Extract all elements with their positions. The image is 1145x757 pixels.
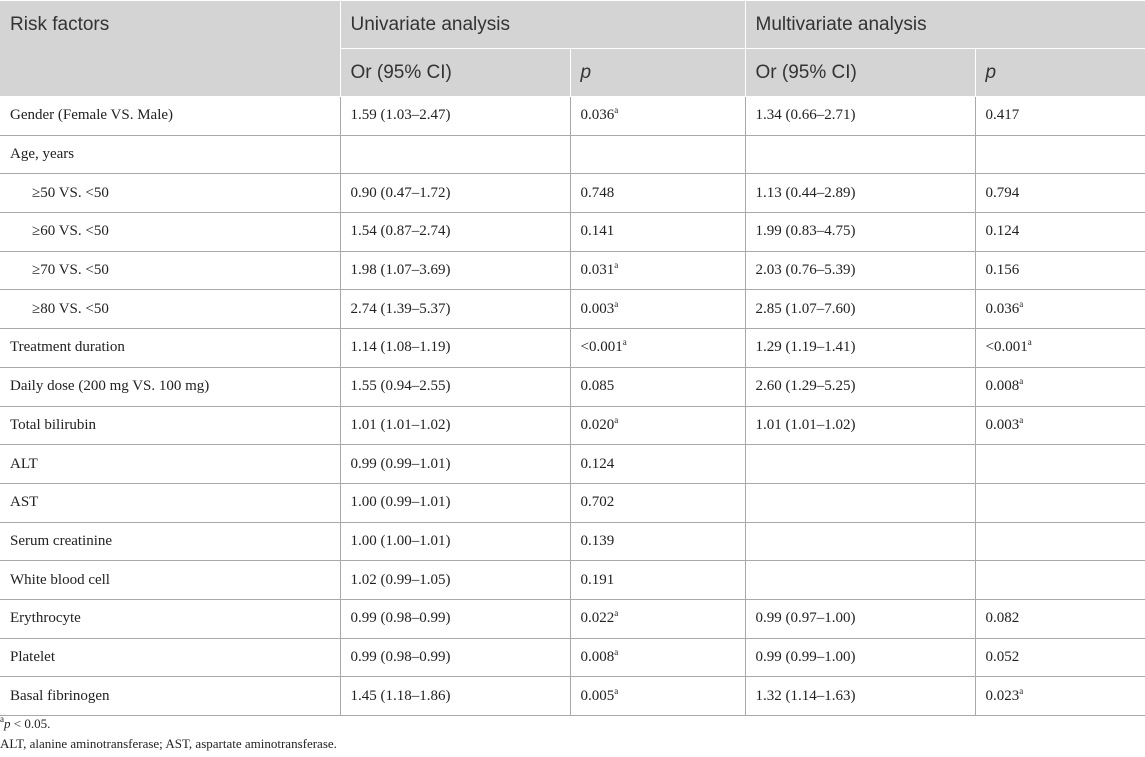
multi-p-cell-text: 0.082 bbox=[985, 610, 1020, 627]
uni-p-cell-text: 0.085 bbox=[580, 378, 615, 395]
risk-factor-cell-text: ≥50 VS. <50 bbox=[32, 184, 109, 201]
uni-or-cell-text: 1.59 (1.03–2.47) bbox=[350, 107, 451, 124]
risk-factor-cell bbox=[0, 445, 340, 484]
significance-mark: a bbox=[614, 608, 619, 619]
uni-p-cell-text: 0.022 bbox=[580, 610, 615, 627]
risk-factor-cell-text: Age, years bbox=[10, 146, 75, 163]
risk-factor-cell-text: ≥70 VS. <50 bbox=[32, 262, 109, 279]
uni-p-cell bbox=[570, 97, 745, 136]
table-row bbox=[0, 251, 1145, 290]
uni-p-cell bbox=[570, 290, 745, 329]
multi-or-cell bbox=[745, 599, 975, 638]
uni-p-cell bbox=[570, 561, 745, 600]
uni-or-cell bbox=[340, 561, 570, 600]
risk-factor-cell bbox=[0, 677, 340, 716]
multi-or-cell-text: 1.32 (1.14–1.63) bbox=[755, 687, 856, 704]
uni-p-cell-text: 0.020 bbox=[580, 416, 615, 433]
multi-p-cell-text: 0.156 bbox=[985, 262, 1020, 279]
uni-or-cell bbox=[340, 367, 570, 406]
significance-mark: a bbox=[1019, 685, 1024, 696]
multi-or-cell-text: 1.01 (1.01–1.02) bbox=[755, 416, 856, 433]
risk-factor-cell-text: ≥60 VS. <50 bbox=[32, 223, 109, 240]
header-multivariate: Multivariate analysis bbox=[745, 1, 1145, 49]
risk-factor-cell bbox=[0, 329, 340, 368]
uni-or-cell-text: 1.98 (1.07–3.69) bbox=[350, 262, 451, 279]
uni-or-cell-text: 1.00 (0.99–1.01) bbox=[350, 494, 451, 511]
multi-p-cell bbox=[975, 329, 1145, 368]
uni-p-cell-text: 0.031 bbox=[580, 262, 615, 279]
risk-factor-cell-text: Basal fibrinogen bbox=[10, 687, 110, 704]
table-row bbox=[0, 522, 1145, 561]
risk-factor-cell-text: Daily dose (200 mg VS. 100 mg) bbox=[10, 378, 210, 395]
multi-or-cell-text: 1.29 (1.19–1.41) bbox=[755, 339, 856, 356]
footnote-p: p bbox=[4, 716, 11, 731]
multi-p-cell-text: 0.417 bbox=[985, 107, 1020, 124]
table-row bbox=[0, 677, 1145, 716]
uni-or-cell bbox=[340, 290, 570, 329]
risk-factor-cell bbox=[0, 213, 340, 252]
risk-factor-cell bbox=[0, 561, 340, 600]
uni-p-cell bbox=[570, 406, 745, 445]
uni-or-cell bbox=[340, 677, 570, 716]
uni-p-cell bbox=[570, 213, 745, 252]
risk-factor-cell-text: ≥80 VS. <50 bbox=[32, 300, 109, 317]
multi-or-cell-text: 1.13 (0.44–2.89) bbox=[755, 184, 856, 201]
multi-p-cell bbox=[975, 135, 1145, 174]
footnote-sig-mark: a bbox=[0, 714, 4, 724]
uni-p-cell-text: <0.001 bbox=[580, 339, 623, 356]
uni-p-cell bbox=[570, 367, 745, 406]
risk-factor-cell-text: Treatment duration bbox=[10, 339, 125, 356]
multi-p-cell bbox=[975, 213, 1145, 252]
significance-mark: a bbox=[1019, 376, 1024, 387]
footnote-significance bbox=[0, 714, 337, 734]
table-row bbox=[0, 290, 1145, 329]
uni-p-cell-text: 0.141 bbox=[580, 223, 615, 240]
table-row bbox=[0, 561, 1145, 600]
multi-p-cell bbox=[975, 174, 1145, 213]
multi-or-cell bbox=[745, 638, 975, 677]
uni-or-cell bbox=[340, 97, 570, 136]
significance-mark: a bbox=[614, 298, 619, 309]
multi-or-cell-text: 2.85 (1.07–7.60) bbox=[755, 300, 856, 317]
uni-or-cell bbox=[340, 522, 570, 561]
uni-p-cell bbox=[570, 483, 745, 522]
uni-or-cell bbox=[340, 483, 570, 522]
uni-p-cell-text: 0.139 bbox=[580, 532, 615, 549]
uni-p-cell bbox=[570, 445, 745, 484]
uni-or-cell bbox=[340, 445, 570, 484]
multi-or-cell bbox=[745, 251, 975, 290]
significance-mark: a bbox=[614, 105, 619, 116]
uni-or-cell-text: 0.90 (0.47–1.72) bbox=[350, 184, 451, 201]
header-risk-factors: Risk factors bbox=[0, 1, 340, 97]
uni-or-cell bbox=[340, 135, 570, 174]
multi-or-cell bbox=[745, 174, 975, 213]
uni-p-cell bbox=[570, 329, 745, 368]
multi-p-cell bbox=[975, 677, 1145, 716]
significance-mark: a bbox=[1019, 298, 1024, 309]
multi-or-cell bbox=[745, 290, 975, 329]
risk-factor-cell-text: Serum creatinine bbox=[10, 532, 113, 549]
table-row bbox=[0, 97, 1145, 136]
multi-p-cell bbox=[975, 445, 1145, 484]
risk-factor-cell bbox=[0, 251, 340, 290]
multi-or-cell-text: 0.99 (0.97–1.00) bbox=[755, 610, 856, 627]
multi-or-cell-text: 1.99 (0.83–4.75) bbox=[755, 223, 856, 240]
risk-factor-cell bbox=[0, 97, 340, 136]
multi-p-cell-text: 0.036 bbox=[985, 300, 1020, 317]
multi-or-cell bbox=[745, 213, 975, 252]
uni-or-cell bbox=[340, 638, 570, 677]
multi-p-cell bbox=[975, 251, 1145, 290]
risk-factor-cell-text: AST bbox=[10, 494, 39, 511]
multi-or-cell bbox=[745, 483, 975, 522]
uni-p-cell bbox=[570, 251, 745, 290]
risk-factor-cell bbox=[0, 638, 340, 677]
multi-p-cell bbox=[975, 561, 1145, 600]
table-row bbox=[0, 213, 1145, 252]
multi-p-cell bbox=[975, 522, 1145, 561]
uni-or-cell-text: 1.02 (0.99–1.05) bbox=[350, 571, 451, 588]
header-multi-or-ci: Or (95% CI) bbox=[745, 49, 975, 97]
uni-or-cell bbox=[340, 329, 570, 368]
multi-p-cell bbox=[975, 483, 1145, 522]
multi-p-cell-text: 0.052 bbox=[985, 648, 1020, 665]
uni-p-cell bbox=[570, 174, 745, 213]
multi-p-cell-text: 0.003 bbox=[985, 416, 1020, 433]
risk-factor-cell-text: Gender (Female VS. Male) bbox=[10, 107, 174, 124]
uni-p-cell-text: 0.191 bbox=[580, 571, 615, 588]
uni-or-cell-text: 1.00 (1.00–1.01) bbox=[350, 532, 451, 549]
risk-factor-cell-text: Platelet bbox=[10, 648, 55, 665]
table-row bbox=[0, 483, 1145, 522]
uni-or-cell-text: 0.99 (0.98–0.99) bbox=[350, 648, 451, 665]
risk-factor-cell-text: White blood cell bbox=[10, 571, 110, 588]
uni-or-cell-text: 2.74 (1.39–5.37) bbox=[350, 300, 451, 317]
multi-or-cell bbox=[745, 677, 975, 716]
significance-mark: a bbox=[614, 646, 619, 657]
uni-or-cell-text: 1.55 (0.94–2.55) bbox=[350, 378, 451, 395]
uni-or-cell bbox=[340, 174, 570, 213]
table-row bbox=[0, 445, 1145, 484]
multi-or-cell-text: 1.34 (0.66–2.71) bbox=[755, 107, 856, 124]
risk-factor-cell bbox=[0, 406, 340, 445]
multi-p-cell bbox=[975, 406, 1145, 445]
multi-p-cell bbox=[975, 599, 1145, 638]
risk-factor-cell-text: Total bilirubin bbox=[10, 416, 97, 433]
table-row bbox=[0, 599, 1145, 638]
header-uni-or-ci: Or (95% CI) bbox=[340, 49, 570, 97]
multi-or-cell bbox=[745, 561, 975, 600]
multi-or-cell bbox=[745, 329, 975, 368]
uni-or-cell bbox=[340, 406, 570, 445]
uni-p-cell-text: 0.748 bbox=[580, 184, 615, 201]
uni-or-cell-text: 1.54 (0.87–2.74) bbox=[350, 223, 451, 240]
uni-p-cell bbox=[570, 599, 745, 638]
multi-p-cell-text: <0.001 bbox=[985, 339, 1028, 356]
multi-or-cell bbox=[745, 406, 975, 445]
risk-factor-cell bbox=[0, 135, 340, 174]
table-row bbox=[0, 329, 1145, 368]
multi-p-cell-text: 0.124 bbox=[985, 223, 1020, 240]
multi-p-cell-text: 0.008 bbox=[985, 378, 1020, 395]
significance-mark: a bbox=[614, 260, 619, 271]
risk-factor-cell bbox=[0, 367, 340, 406]
multi-or-cell bbox=[745, 522, 975, 561]
uni-p-cell bbox=[570, 522, 745, 561]
uni-p-cell-text: 0.702 bbox=[580, 494, 615, 511]
risk-factor-cell bbox=[0, 290, 340, 329]
risk-factor-cell bbox=[0, 599, 340, 638]
uni-or-cell-text: 0.99 (0.99–1.01) bbox=[350, 455, 451, 472]
uni-or-cell-text: 0.99 (0.98–0.99) bbox=[350, 610, 451, 627]
multi-or-cell-text: 2.03 (0.76–5.39) bbox=[755, 262, 856, 279]
multi-or-cell bbox=[745, 135, 975, 174]
uni-p-cell-text: 0.036 bbox=[580, 107, 615, 124]
uni-or-cell bbox=[340, 213, 570, 252]
uni-or-cell-text: 1.14 (1.08–1.19) bbox=[350, 339, 451, 356]
multi-p-cell-text: 0.794 bbox=[985, 184, 1020, 201]
risk-factor-cell bbox=[0, 483, 340, 522]
risk-factor-cell bbox=[0, 522, 340, 561]
table-row bbox=[0, 174, 1145, 213]
uni-p-cell-text: 0.124 bbox=[580, 455, 615, 472]
risk-factor-cell-text: ALT bbox=[10, 455, 38, 472]
uni-p-cell-text: 0.003 bbox=[580, 300, 615, 317]
header-multi-p: p bbox=[975, 49, 1145, 97]
uni-or-cell bbox=[340, 599, 570, 638]
uni-p-cell-text: 0.005 bbox=[580, 687, 615, 704]
header-uni-p: p bbox=[570, 49, 745, 97]
table-row bbox=[0, 406, 1145, 445]
uni-p-cell bbox=[570, 135, 745, 174]
multi-p-cell bbox=[975, 638, 1145, 677]
uni-p-cell-text: 0.008 bbox=[580, 648, 615, 665]
footnote-threshold: < 0.05. bbox=[10, 716, 51, 731]
significance-mark: a bbox=[614, 414, 619, 425]
multi-p-cell bbox=[975, 290, 1145, 329]
multi-or-cell-text: 2.60 (1.29–5.25) bbox=[755, 378, 856, 395]
multi-p-cell-text: 0.023 bbox=[985, 687, 1020, 704]
uni-or-cell bbox=[340, 251, 570, 290]
uni-p-cell bbox=[570, 677, 745, 716]
multi-p-cell bbox=[975, 367, 1145, 406]
uni-or-cell-text: 1.01 (1.01–1.02) bbox=[350, 416, 451, 433]
table-footnotes bbox=[0, 714, 337, 754]
uni-or-cell-text: 1.45 (1.18–1.86) bbox=[350, 687, 451, 704]
significance-mark: a bbox=[622, 337, 627, 348]
multi-or-cell bbox=[745, 97, 975, 136]
significance-mark: a bbox=[1027, 337, 1032, 348]
footnote-abbreviations: ALT, alanine aminotransferase; AST, aspartate aminotransferase. bbox=[0, 736, 337, 751]
multi-or-cell-text: 0.99 (0.99–1.00) bbox=[755, 648, 856, 665]
multi-or-cell bbox=[745, 367, 975, 406]
table-row bbox=[0, 367, 1145, 406]
header-univariate: Univariate analysis bbox=[340, 1, 745, 49]
table-row bbox=[0, 638, 1145, 677]
risk-factor-cell bbox=[0, 174, 340, 213]
risk-factor-cell-text: Erythrocyte bbox=[10, 610, 81, 627]
uni-p-cell bbox=[570, 638, 745, 677]
multi-or-cell bbox=[745, 445, 975, 484]
table-row bbox=[0, 135, 1145, 174]
significance-mark: a bbox=[1019, 414, 1024, 425]
significance-mark: a bbox=[614, 685, 619, 696]
multi-p-cell bbox=[975, 97, 1145, 136]
